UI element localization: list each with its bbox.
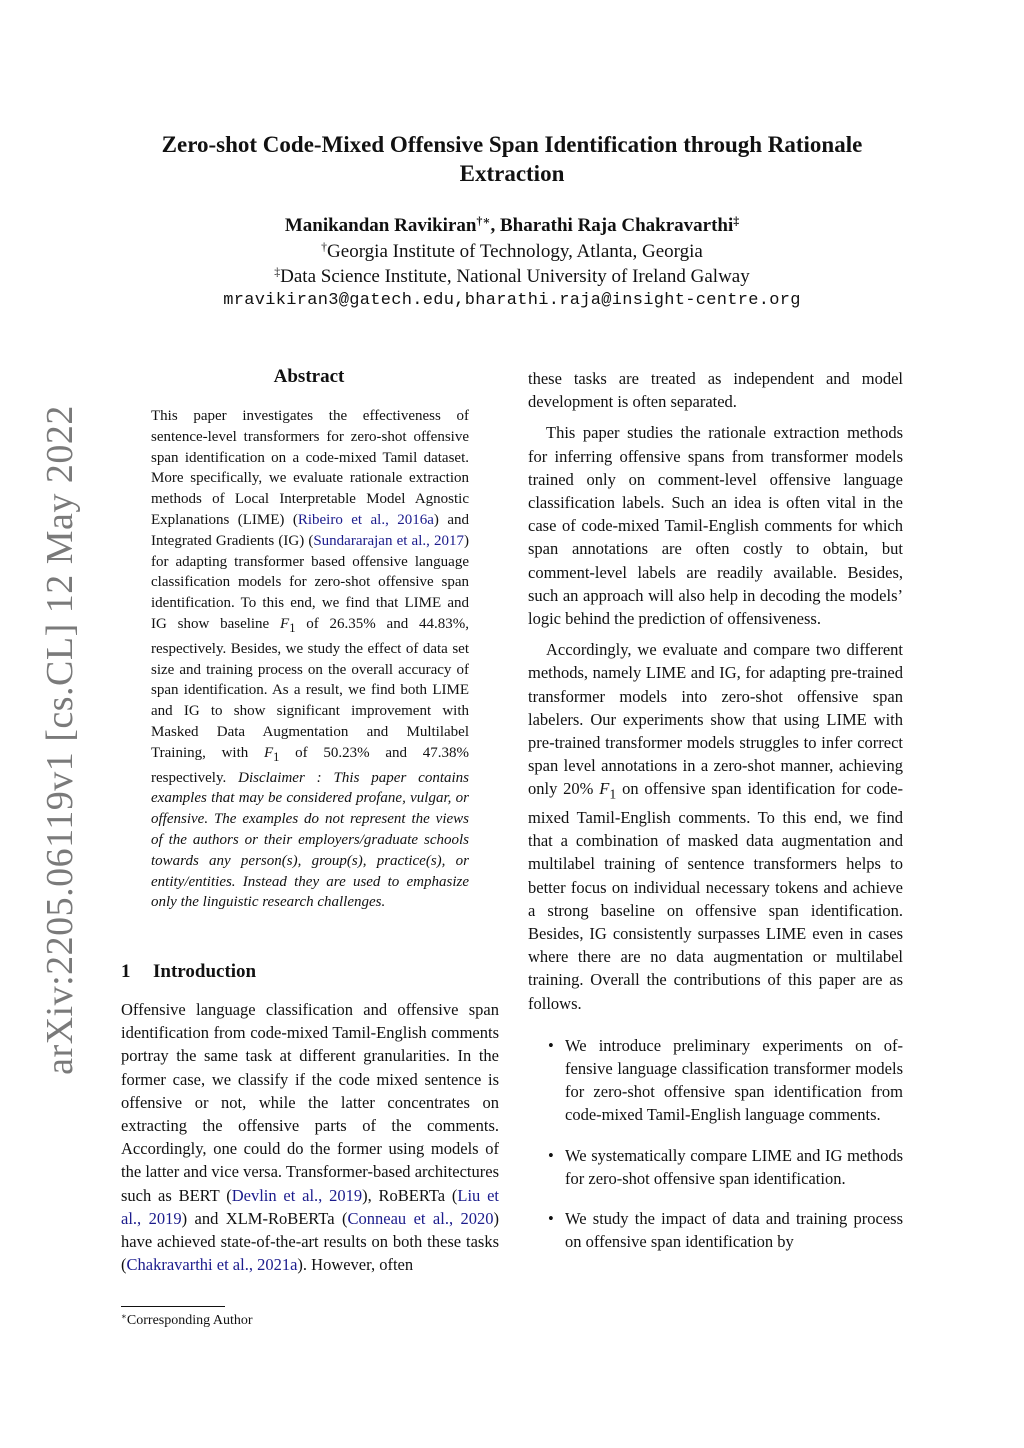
abstract-text-2: ) and Integrated Gradients (IG) ( <box>151 511 470 549</box>
affiliation-2-mark: ‡ <box>274 265 281 279</box>
arxiv-identifier: arXiv:2205.06119v1 [cs.CL] 12 May 2022 <box>39 405 81 1075</box>
intro-text-1: Offensive language classification and offensive span identification from code-mixed Tamil-English comments portray the same task at different granularities. In the former case, we classify if the code mixed sentence is offensive or not, while the latter concentrates on extracting the offensive parts of the comments. Accordingly, one could do the former using models of the latter and vice versa. Transformer-based architectures such as BERT ( <box>121 1000 499 1205</box>
contributions-list <box>528 1034 903 1254</box>
affiliation-1 <box>100 240 924 264</box>
footnote-mark: ∗ <box>121 1311 127 1322</box>
title-line-2: Extraction <box>459 161 565 186</box>
f1-subscript: 1 <box>609 786 617 802</box>
affiliation-2-text: Data Science Institute, National University of Ireland Galway <box>280 266 750 287</box>
author-list: Manikandan Ravikiran†∗, Bharathi Raja Chakravarthi‡ <box>284 214 740 236</box>
citation-chakravarthi[interactable]: Chakravarthi et al., 2021a <box>126 1255 298 1275</box>
abstract-text-3: ) for adapting transformer based offensive language classification models for zero-shot offensive span identification. To this end, we find that LIME and IG show baseline <box>151 532 470 632</box>
affiliation-1-text: Georgia Institute of Technology, Atlanta, Georgia <box>327 241 703 262</box>
affiliation-2 <box>100 265 924 289</box>
author-2: Bharathi Raja Chakravarthi <box>499 215 734 236</box>
eval-text-2: on offensive span identification for code-mixed Tamil-English comments. To this end, we find that a combination of masked data augmentation and multilabel training of sentence transformers helps to better focus on individual necessary tokens and achieve a strong baseline on offensive span identification. Besides, IG consistently surpasses LIME even in cases where there are no data augmentation or multilabel training. Overall the contributions of this paper are as follows. <box>528 779 903 1013</box>
title-line-1: Zero-shot Code-Mixed Offensive Span Identification through Rationale <box>161 132 863 157</box>
f1-symbol: F <box>264 744 274 761</box>
intro-text-3: ) and XLM-RoBERTa ( <box>181 1208 348 1228</box>
f1-subscript: 1 <box>273 749 280 764</box>
list-item: • We study the impact of data and training process on offensive span identification by <box>528 1207 903 1253</box>
author-1: Manikandan Ravikiran <box>284 215 477 236</box>
intro-text-4: ) have achieved state-of-the-art results on both these tasks ( <box>121 1208 500 1275</box>
paragraph-rationale: This paper studies the rationale extraction methods for inferring offensive spans from transformer models trained only on comment-level offensive language classification labels. Such an idea is often vital in the case of code-mixed Tamil-English comments for which span annotations are often costly to obtain, but comment-level labels are readily available. Besides, such an approach will also help in decoding the models’ logic behind the prediction of offensiveness. <box>528 423 903 629</box>
disclaimer-text: Disclaimer : This paper contains examples that may be considered profane, vulgar, or offensive. The examples do not represent the views of the authors or their employers/graduate schools towards any person(s), group(s), practice(s), or entity/entities. Instead they are used to emphasize only the linguistic research challenges. <box>151 769 470 911</box>
paper-title <box>100 130 924 188</box>
f1-symbol: F <box>280 615 290 632</box>
intro-text-2: ), RoBERTa ( <box>362 1185 458 1205</box>
author-2-marks: ‡ <box>733 214 740 228</box>
citation-sundararajan[interactable]: Sundararajan et al., 2017 <box>313 532 465 549</box>
author-emails: mravikiran3@gatech.edu,bharathi.raja@insight-centre.org <box>223 291 801 310</box>
f1-subscript: 1 <box>289 620 296 635</box>
section-number: 1 <box>121 961 131 982</box>
abstract-body <box>151 406 469 913</box>
citation-liu[interactable]: Liu et al., 2019 <box>121 1185 499 1228</box>
section-heading-introduction <box>121 961 256 983</box>
author-1-marks: †∗ <box>476 214 491 228</box>
abstract-text-5: of 50.23% and 47.38% respectively. <box>151 744 469 786</box>
list-item: • We systematically compare LIME and IG methods for zero-shot offensive span identification. <box>528 1144 903 1190</box>
introduction-paragraph <box>121 998 499 1276</box>
email-2[interactable]: bharathi.raja@insight-centre.org <box>464 291 801 310</box>
paragraph-evaluation <box>528 638 903 1015</box>
abstract-text-1: This paper investigates the effectiveness of sentence-level transformers for zero-shot offensive span identification on a code-mixed Tamil dataset. More specifically, we evaluate rationale extraction methods of Local Interpretable Model Agnostic Explanations (LIME) ( <box>151 408 469 528</box>
footnote-text: Corresponding Author <box>126 1313 253 1328</box>
section-title: Introduction <box>153 961 257 982</box>
intro-text-5: ). However, often <box>297 1255 414 1275</box>
affiliation-1-mark: † <box>321 240 328 254</box>
list-item: • We introduce preliminary experiments on offensive language classification transformer models for zero-shot offensive span identification from code-mixed Tamil-English language comments. <box>528 1034 903 1127</box>
eval-text-1: Accordingly, we evaluate and compare two different methods, namely LIME and IG, for adapting pre-trained transformer models into zero-shot offensive span labelers. Our experiments show that using LIME with pre-trained transformer models struggles to infer correct span level annotations in a zero-shot manner, achieving only 20% <box>528 640 903 799</box>
paragraph-continuation: these tasks are treated as independent and model development is often separated. <box>528 369 903 412</box>
f1-symbol: F <box>599 779 610 799</box>
footnote-divider <box>121 1306 225 1307</box>
right-column <box>528 367 903 1253</box>
abstract-heading: Abstract <box>273 366 345 387</box>
citation-devlin[interactable]: Devlin et al., 2019 <box>231 1185 363 1205</box>
citation-ribeiro[interactable]: Ribeiro et al., 2016a <box>297 511 434 528</box>
footnote <box>121 1312 253 1330</box>
abstract-text-4: of 26.35% and 44.83%, respectively. Besides, we study the effect of data set size and training process on the overall accuracy of span identification. As a result, we find both LIME and IG to show significant improvement with Masked Data Augmentation and Multilabel Training, with <box>151 615 469 761</box>
email-1[interactable]: mravikiran3@gatech.edu <box>223 291 455 310</box>
citation-conneau[interactable]: Conneau et al., 2020 <box>347 1208 494 1228</box>
